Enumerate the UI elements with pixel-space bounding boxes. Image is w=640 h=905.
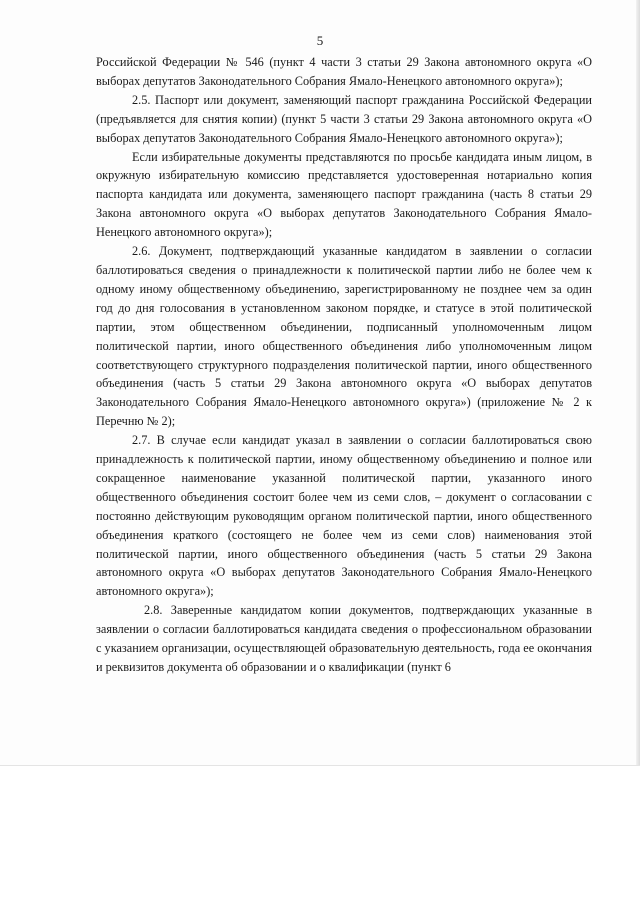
paragraph-2-7: 2.7. В случае если кандидат указал в заявлении о согласии баллотироваться свою принадлежность к политической партии, иному общественному объединению и полное или сокращенное наименование указанной политической партии, указанного иного общественного объединения состоит более чем из семи слов, – документ о согласовании с постоянно действующим руководящим органом политической партии, иного общественного объединения краткого (состоящего не более чем из семи слов) наименования этой политической партии, иного общественного объединения (часть 5 статьи 29 Закона автономного округа «О выборах депутатов Законодательного Собрания Ямало-Ненецкого автономного округа»); (96, 433, 592, 599)
page-number: 5 (316, 33, 324, 48)
paragraph-notary-copy: Если избирательные документы представляются по просьбе кандидата иным лицом, в окружную избирательную комиссию представляется удостоверенная нотариально копия паспорта кандидата или документа, заменяющего паспорт гражданина (часть 8 статьи 29 Закона автономного округа «О выборах депутатов Законодательного Собрания Ямало-Ненецкого автономного округа»); (96, 149, 592, 240)
paragraph-continuation: Российской Федерации № 546 (пункт 4 части 3 статьи 29 Закона автономного округа «О выборах депутатов Законодательного Собрания Ямало-Ненецкого автономного округа»); (96, 55, 592, 88)
page-edge-shadow (636, 0, 640, 765)
paragraph-2-8: 2.8. Заверенные кандидатом копии документов, подтверждающих указанные в заявлении о согласии баллотироваться кандидата сведения о профессиональном образовании с указанием организации, осуществляющей образовательную деятельность, года ее окончания и реквизитов документа об образовании и о квалификации (пункт 6 (96, 603, 592, 674)
document-body (96, 53, 592, 677)
paragraph-2-5: 2.5. Паспорт или документ, заменяющий паспорт гражданина Российской Федерации (предъявляется для снятия копии) (пункт 5 части 3 статьи 29 Закона автономного округа «О выборах депутатов Законодательного Собрания Ямало-Ненецкого автономного округа»); (96, 92, 592, 145)
paragraph-2-6: 2.6. Документ, подтверждающий указанные кандидатом в заявлении о согласии баллотироваться сведения о принадлежности к политической партии либо не более чем к одному иному общественному объединению, зарегистрированному не позднее чем за один год до дня голосования в установленном законом порядке, и статусе в этой политической партии, этом общественном объединении, подписанный уполномоченным лицом политической партии, иного общественного объединения либо уполномоченным лицом соответствующего структурного подразделения политической партии, иного общественного объединения (часть 5 статьи 29 Закона автономного округа «О выборах депутатов Законодательного Собрания Ямало-Ненецкого автономного округа») (приложение № 2 к Перечню № 2); (96, 244, 592, 429)
blank-area-below-page (0, 766, 640, 905)
